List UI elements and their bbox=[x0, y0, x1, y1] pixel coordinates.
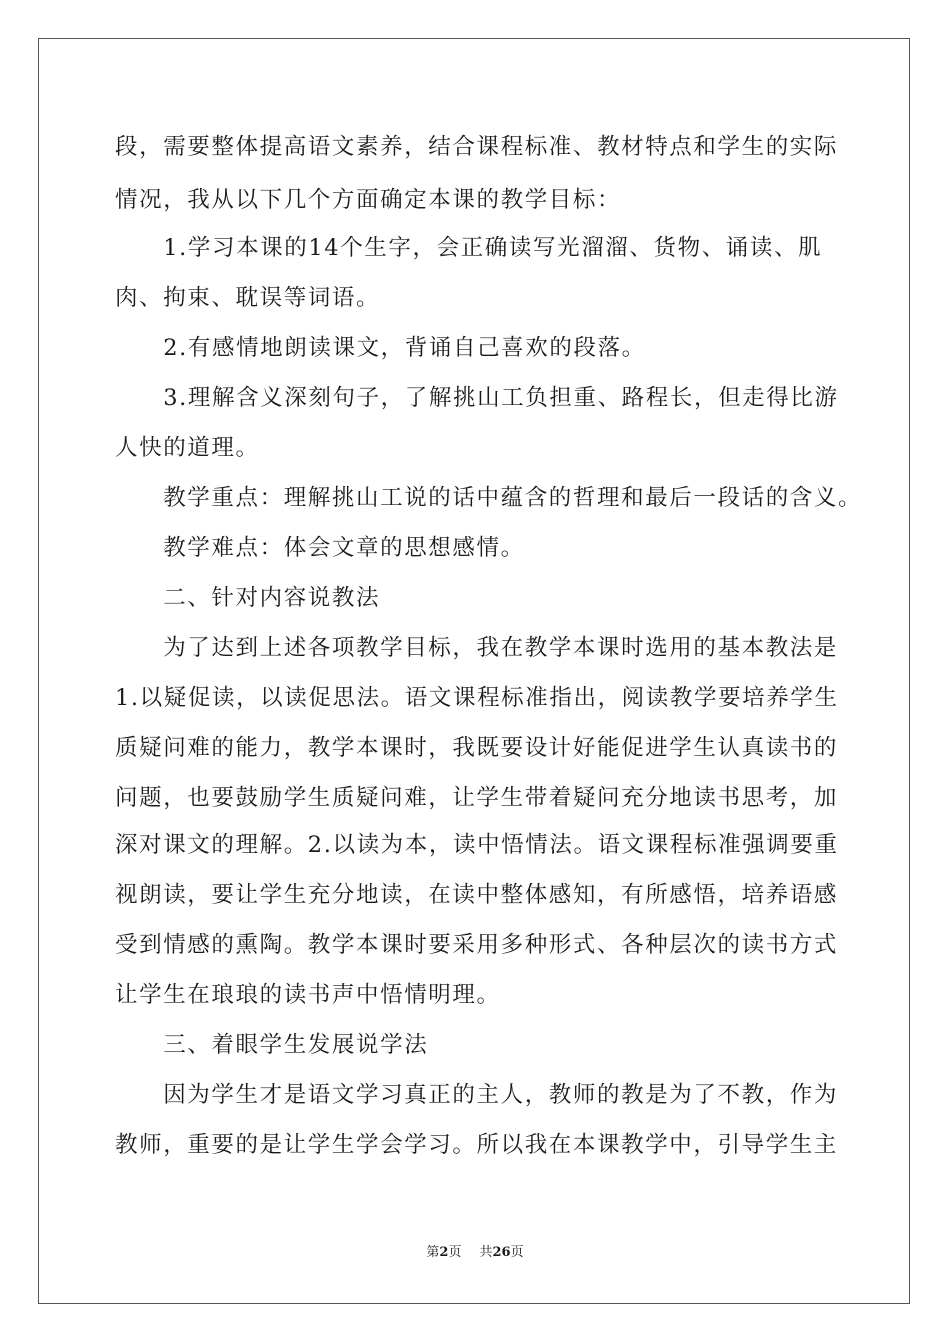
footer-total-prefix: 共 bbox=[479, 1245, 493, 1260]
text-line: 为了达到上述各项教学目标，我在教学本课时选用的基本教法是 bbox=[115, 635, 839, 661]
text-line: 人快的道理。 bbox=[115, 435, 260, 461]
footer-total-suffix: 页 bbox=[510, 1245, 524, 1260]
footer-page-suffix: 页 bbox=[448, 1245, 462, 1260]
text-line: 1.以疑促读，以读促思法。语文课程标准指出，阅读教学要培养学生 bbox=[115, 685, 839, 711]
page-footer bbox=[0, 1244, 950, 1262]
text-line: 情况，我从以下几个方面确定本课的教学目标： bbox=[115, 187, 622, 213]
footer-page-prefix: 第 bbox=[426, 1245, 440, 1260]
text-line: 问题，也要鼓励学生质疑问难，让学生带着疑问充分地读书思考，加 bbox=[115, 785, 839, 811]
text-line: 段，需要整体提高语文素养，结合课程标准、教材特点和学生的实际 bbox=[115, 134, 839, 160]
text-line: 教学难点：体会文章的思想感情。 bbox=[115, 535, 525, 561]
text-line: 受到情感的熏陶。教学本课时要采用多种形式、各种层次的读书方式 bbox=[115, 932, 839, 958]
text-line: 教学重点：理解挑山工说的话中蕴含的哲理和最后一段话的含义。 bbox=[115, 485, 863, 511]
text-line: 2.有感情地朗读课文，背诵自己喜欢的段落。 bbox=[115, 335, 646, 361]
text-line: 质疑问难的能力，教学本课时，我既要设计好能促进学生认真读书的 bbox=[115, 735, 839, 761]
text-line: 二、针对内容说教法 bbox=[115, 585, 381, 611]
text-line: 深对课文的理解。2.以读为本，读中悟情法。语文课程标准强调要重 bbox=[115, 832, 839, 858]
text-line: 因为学生才是语文学习真正的主人，教师的教是为了不教，作为 bbox=[115, 1082, 839, 1108]
text-line: 教师，重要的是让学生学会学习。所以我在本课教学中，引导学生主 bbox=[115, 1132, 839, 1158]
text-line: 肉、拘束、耽误等词语。 bbox=[115, 285, 381, 311]
text-line: 让学生在琅琅的读书声中悟情明理。 bbox=[115, 982, 501, 1008]
text-line: 三、着眼学生发展说学法 bbox=[115, 1032, 429, 1058]
footer-page-number: 2 bbox=[439, 1245, 449, 1260]
text-line: 1.学习本课的14个生字，会正确读写光溜溜、货物、诵读、肌 bbox=[115, 235, 823, 261]
footer-total-pages: 26 bbox=[492, 1245, 511, 1260]
page-border bbox=[38, 38, 910, 1304]
text-line: 视朗读，要让学生充分地读，在读中整体感知，有所感悟，培养语感 bbox=[115, 882, 839, 908]
text-line: 3.理解含义深刻句子，了解挑山工负担重、路程长，但走得比游 bbox=[115, 385, 839, 411]
